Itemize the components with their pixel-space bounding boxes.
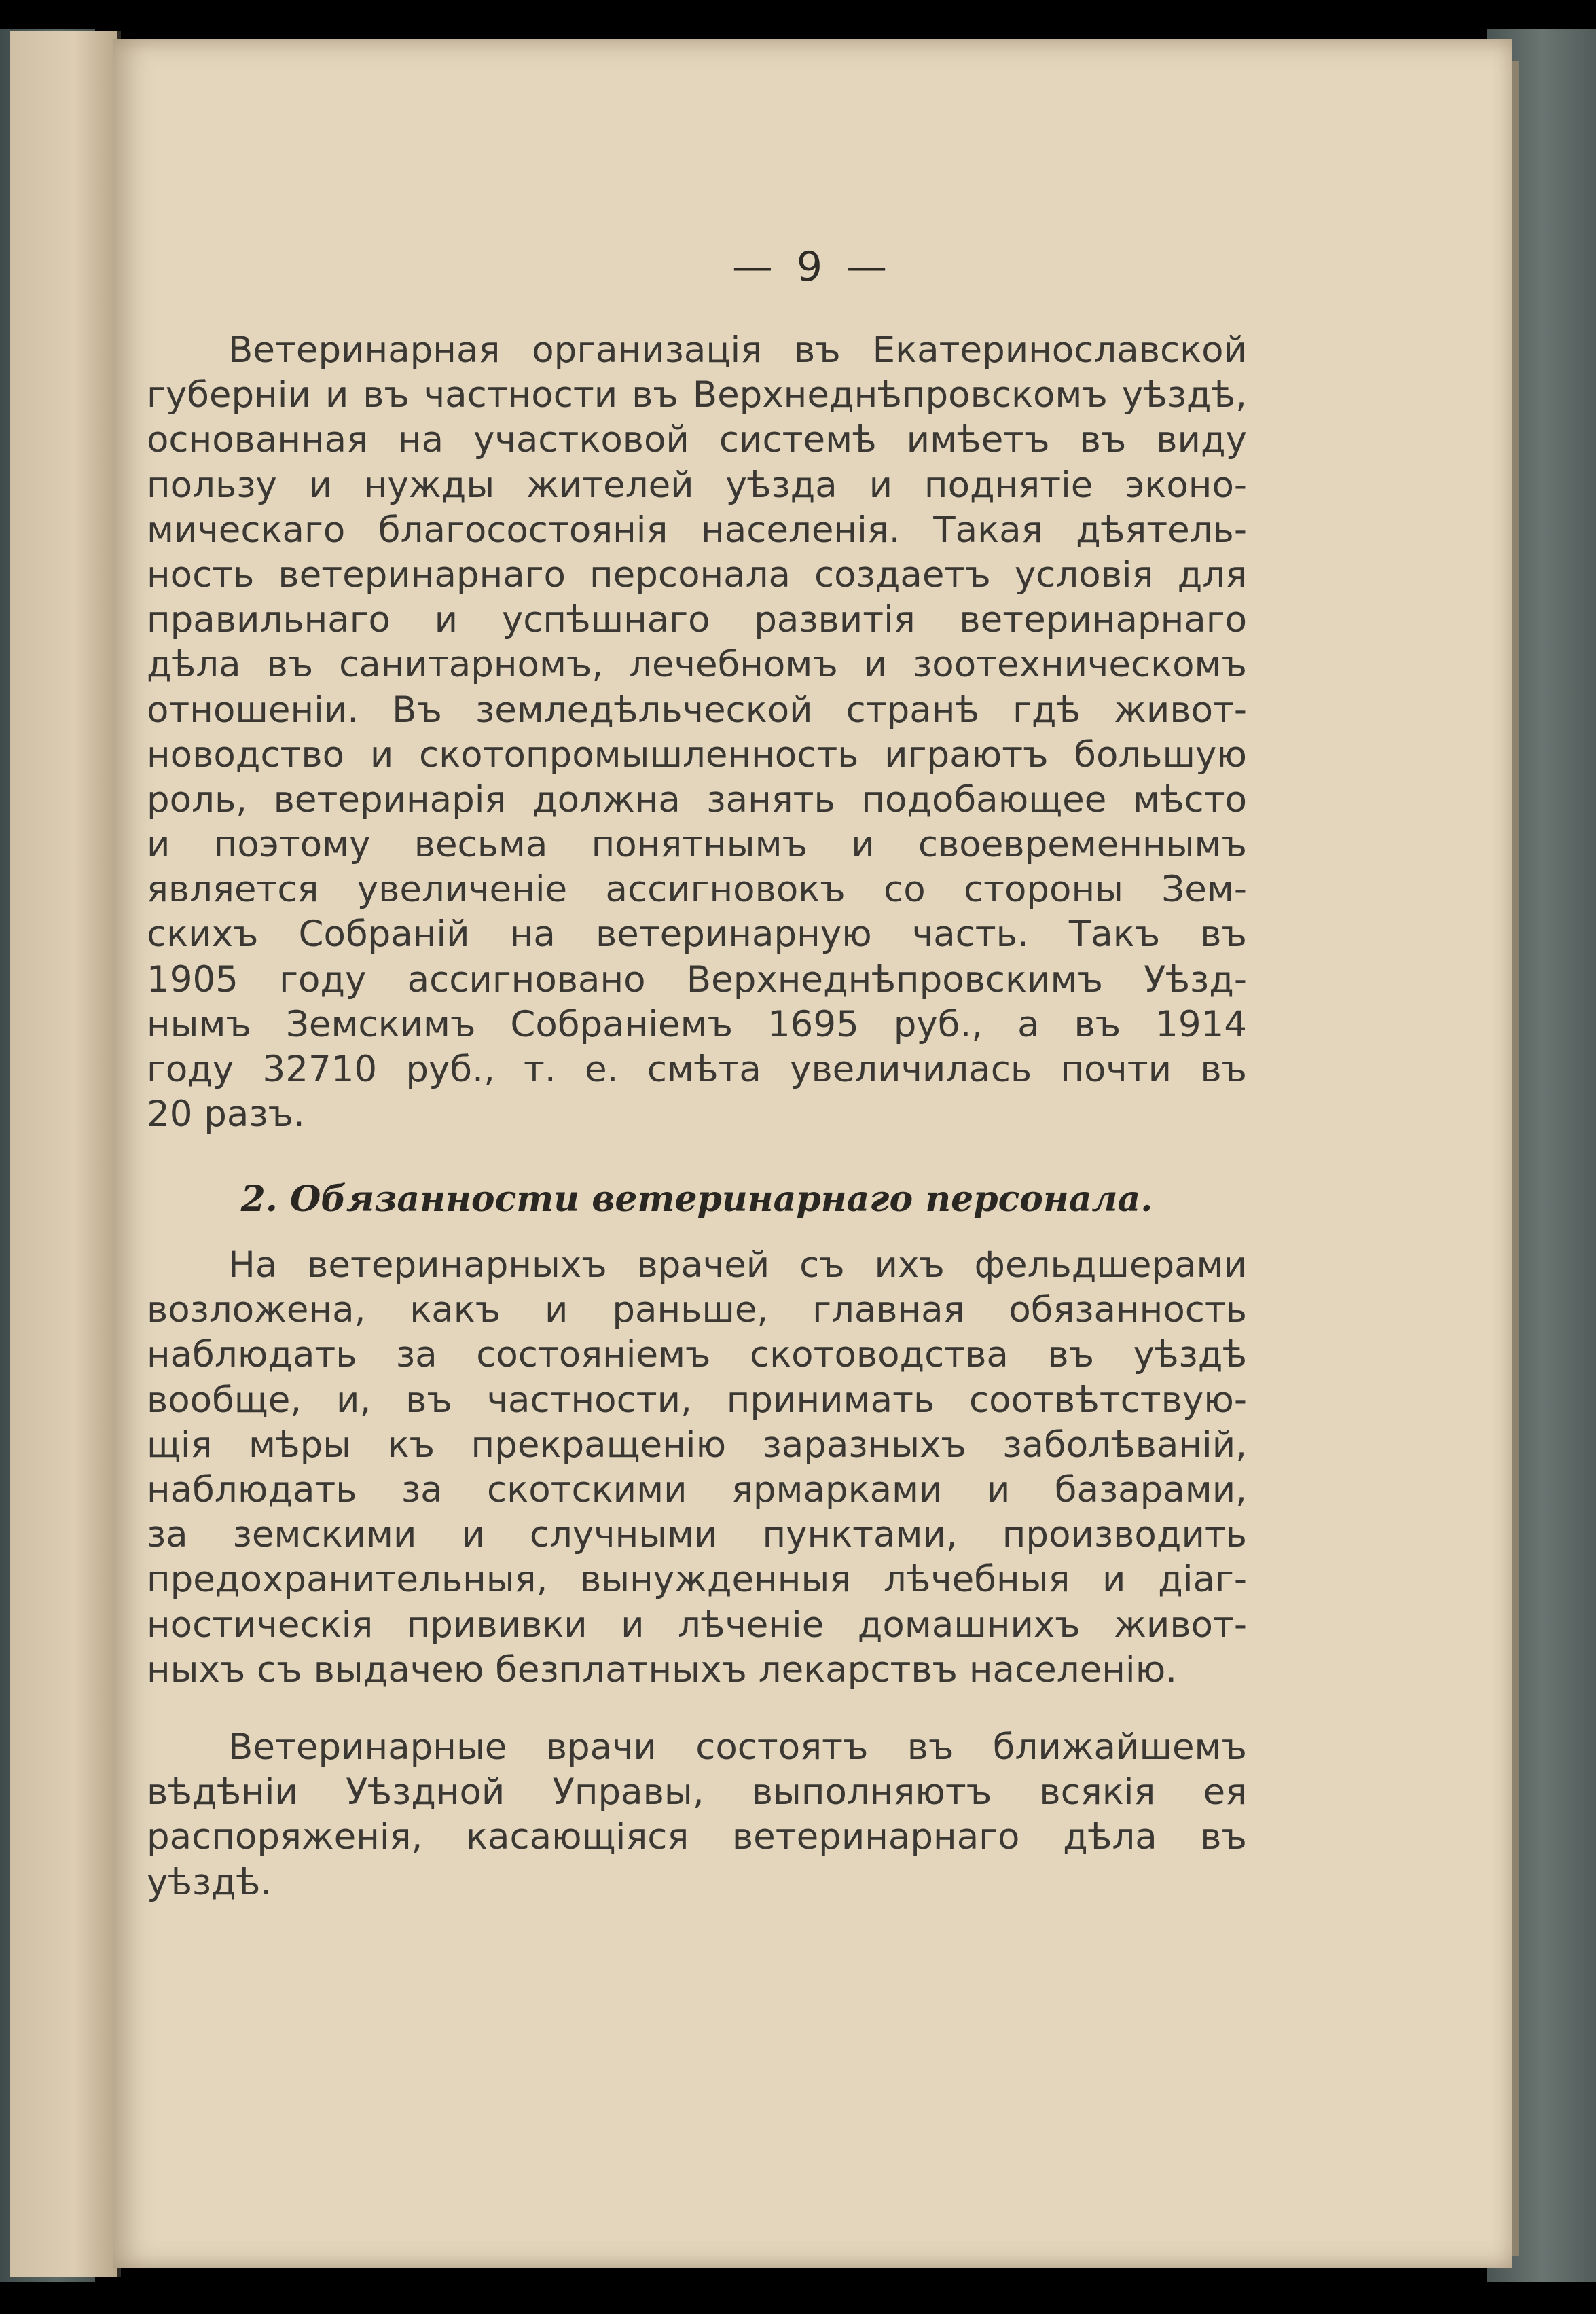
page-fore-edge [1512, 61, 1519, 2256]
text-line: предохранительныя, вынужденныя лѣчебныя и дiаг- [147, 1559, 1247, 1601]
paragraph-3 [147, 1725, 1247, 1905]
text-line: скихъ Собранiй на ветеринарную часть. Такъ въ [147, 914, 1247, 956]
text-line: вообще, и, въ частности, принимать соотвѣтствую- [147, 1379, 1247, 1421]
text-line: мическаго благосостоянiя населенiя. Такая дѣятель- [147, 509, 1247, 551]
page-number: — 9 — [731, 243, 893, 291]
paragraph-1 [147, 328, 1247, 1137]
text-line: правильнаго и успѣшнаго развитiя ветеринарнаго [147, 599, 1247, 641]
section-heading: 2. Обязанности ветеринарнаго персонала. [240, 1178, 1153, 1220]
text-line: уѣздѣ. [147, 1861, 272, 1903]
text-line: нымъ Земскимъ Собранiемъ 1695 руб., а въ 1914 [147, 1003, 1247, 1045]
text-line: 20 разъ. [147, 1093, 305, 1136]
text-line: новодство и скотопромышленность играютъ большую [147, 734, 1247, 776]
text-line: щiя мѣры къ прекращенiю заразныхъ заболѣванiй, [147, 1424, 1247, 1466]
text-line: дѣла въ санитарномъ, лечебномъ и зоотехническомъ [147, 644, 1247, 686]
text-line: наблюдать за скотскими ярмарками и базарами, [147, 1468, 1247, 1511]
text-line: и поэтому весьма понятнымъ и своевременнымъ [147, 824, 1247, 866]
text-line: ностическiя прививки и лѣченie домашнихъ живот- [147, 1604, 1247, 1646]
text-line: основанная на участковой системѣ имѣетъ въ виду [147, 419, 1247, 461]
text-line: является увеличенie ассигновокъ со стороны Зем- [147, 869, 1247, 911]
text-line: 1905 году ассигновано Верхнеднѣпровскимъ Уѣзд- [147, 958, 1247, 1000]
text-line: вѣдѣнiи Уѣздной Управы, выполняютъ всякiя ея [147, 1771, 1247, 1813]
text-line: На ветеринарныхъ врачей съ ихъ фельдшерами [228, 1244, 1247, 1286]
text-line: пользу и нужды жителей уѣзда и поднятie эконо- [147, 464, 1247, 506]
text-line: губернiи и въ частности въ Верхнеднѣпровскомъ уѣздѣ, [147, 374, 1247, 416]
text-line: распоряженiя, касающiяся ветеринарнаго дѣла въ [147, 1816, 1247, 1858]
text-line: ность ветеринарнаго персонала создаетъ условiя для [147, 554, 1247, 596]
text-line: роль, ветеринарiя должна занять подобающее мѣсто [147, 778, 1247, 820]
text-line: Ветеринарные врачи состоятъ въ ближайшемъ [228, 1727, 1247, 1768]
left-page-edge [10, 31, 121, 2277]
text-line: году 32710 руб., т. е. смѣта увеличилась почти въ [147, 1049, 1247, 1090]
text-line: возложена, какъ и раньше, главная обязанность [147, 1289, 1247, 1331]
text-line: отношенiи. Въ земледѣльческой странѣ гдѣ живот- [147, 689, 1247, 731]
text-line: Ветеринарная организацiя въ Екатеринославской [228, 329, 1247, 371]
text-line: ныхъ съ выдачею безплатныхъ лекарствъ населенiю. [147, 1648, 1178, 1691]
text-line: за земскими и случными пунктами, производить [147, 1514, 1247, 1556]
text-line: наблюдать за состоянiемъ скотоводства въ уѣздѣ [147, 1334, 1247, 1376]
paragraph-2 [147, 1243, 1247, 1693]
